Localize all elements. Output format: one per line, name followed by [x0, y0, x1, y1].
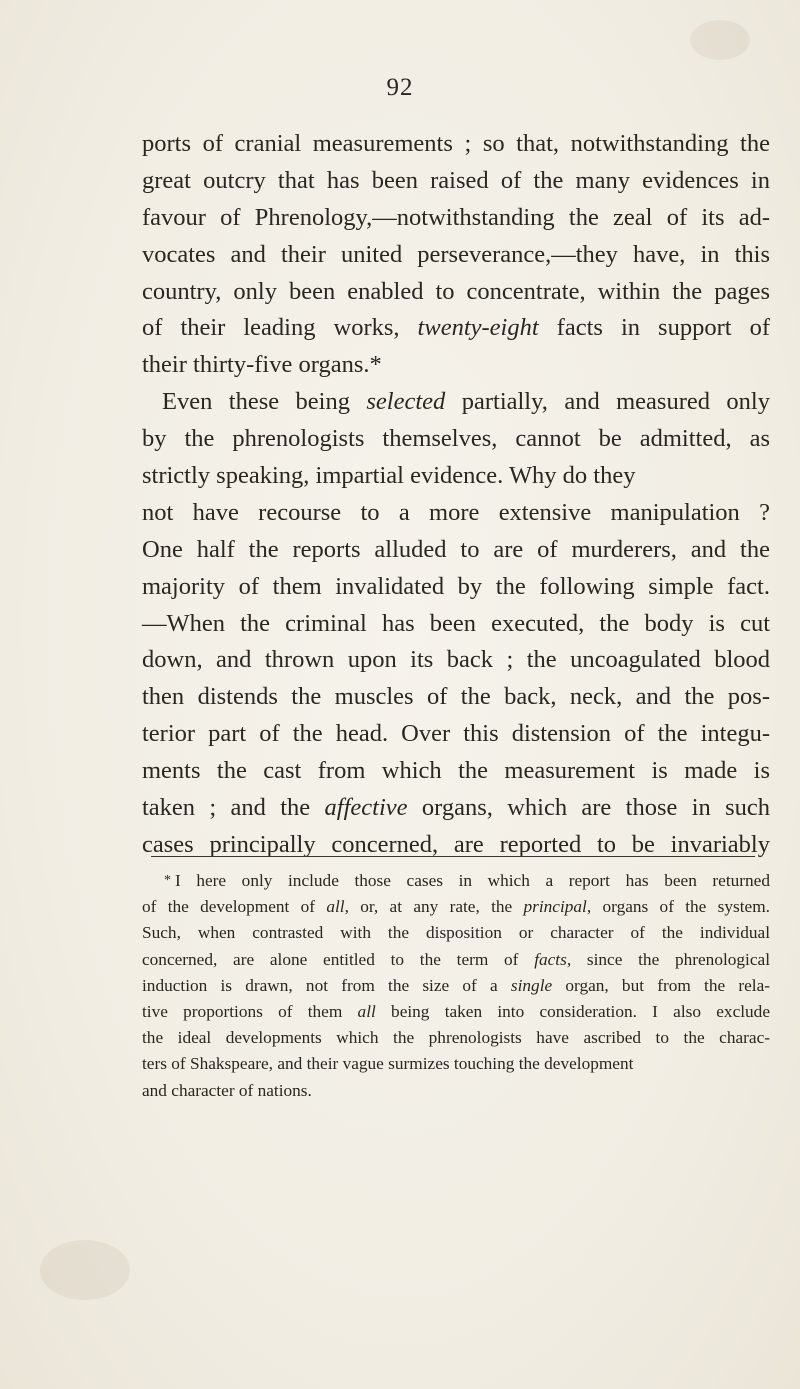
body-line: strictly speaking, impartial evidence. Why do they	[142, 462, 636, 490]
footnote-line: of the development of all, or, at any rate, the principal, organs of the system.	[142, 897, 770, 917]
emphasis-text: twenty-eight	[417, 314, 539, 342]
body-text	[142, 126, 770, 864]
emphasis-text: selected	[366, 388, 446, 416]
body-line: great outcry that has been raised of the many evidences in	[142, 166, 770, 194]
footnote-line: the ideal developments which the phrenologists have ascribed to the charac-	[142, 1028, 770, 1048]
body-line: taken ; and the affective organs, which are those in such	[142, 794, 771, 822]
body-line: of their leading works, twenty-eight facts in support of	[142, 314, 770, 342]
body-line: cases principally concerned, are reported to be invariably	[142, 830, 770, 858]
body-line: majority of them invalidated by the following simple fact.	[142, 572, 770, 600]
body-line: their thirty-five organs.*	[142, 351, 382, 379]
body-line: not have recourse to a more extensive manipulation ?	[142, 498, 770, 526]
body-line: —When the criminal has been executed, the body is cut	[142, 609, 770, 637]
footnote-divider	[151, 856, 755, 857]
footnote-line: and character of nations.	[142, 1080, 312, 1100]
body-line: favour of Phrenology,—notwithstanding the zeal of its ad-	[142, 203, 770, 231]
body-line: terior part of the head. Over this distension of the integu-	[142, 720, 770, 748]
footnote-marker: *	[164, 873, 171, 888]
body-line: One half the reports alluded to are of murderers, and the	[142, 535, 770, 563]
emphasis-text: affective	[324, 794, 408, 822]
footnote-line: induction is drawn, not from the size of a single organ, but from the rela-	[142, 975, 770, 995]
paper-stain	[40, 1240, 130, 1300]
body-line: then distends the muscles of the back, neck, and the pos-	[142, 683, 770, 711]
footnote	[142, 868, 770, 1104]
body-line: ports of cranial measurements ; so that, notwithstanding the	[142, 130, 770, 157]
footnote-line: Such, when contrasted with the disposition or character of the individual	[142, 923, 770, 943]
page-number: 92	[386, 74, 414, 101]
footnote-line: * I here only include those cases in which a report has been returned	[164, 871, 770, 890]
paper-stain	[690, 20, 750, 60]
body-line: down, and thrown upon its back ; the uncoagulated blood	[142, 646, 770, 674]
body-line: country, only been enabled to concentrate, within the pages	[142, 277, 770, 305]
body-line: Even these being selected partially, and measured only	[162, 388, 770, 416]
footnote-line: concerned, are alone entitled to the term of facts, since the phrenological	[142, 949, 770, 969]
body-line: by the phrenologists themselves, cannot be admitted, as	[142, 425, 770, 453]
footnote-line: tive proportions of them all being taken into consideration. I also exclude	[142, 1001, 770, 1021]
footnote-line: ters of Shakspeare, and their vague surmizes touching the development	[142, 1054, 634, 1074]
body-line: vocates and their united perseverance,—they have, in this	[142, 240, 770, 268]
body-line: ments the cast from which the measurement is made is	[142, 757, 770, 785]
